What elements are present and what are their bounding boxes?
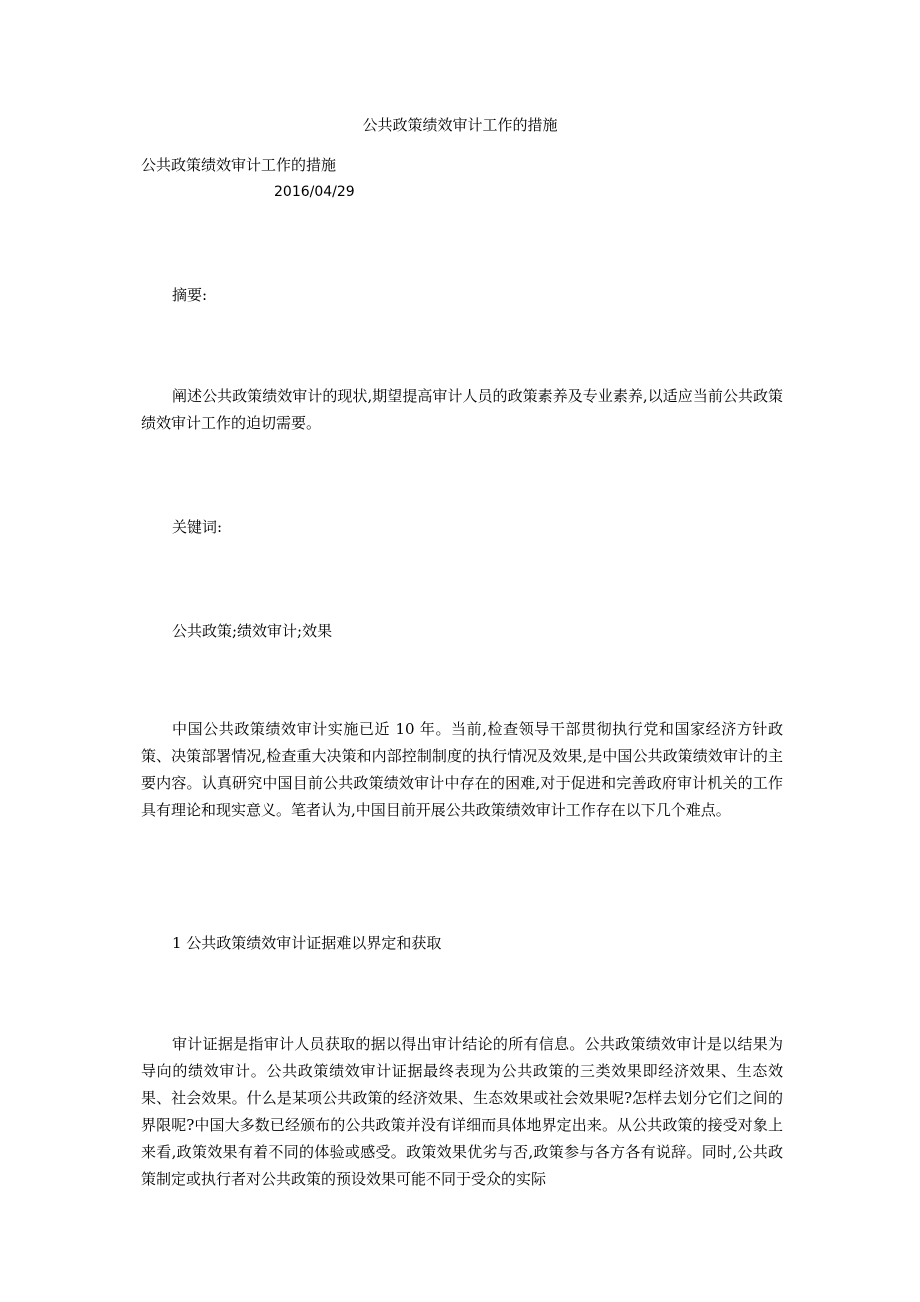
abstract-text: 阐述公共政策绩效审计的现状,期望提高审计人员的政策素养及专业素养,以适应当前公共政策绩效审计工作的迫切需要。 xyxy=(141,387,783,432)
keywords-text: 公共政策;绩效审计;效果 xyxy=(172,622,333,640)
document-title: 公共政策绩效审计工作的措施 xyxy=(362,116,558,134)
intro-paragraph: 中国公共政策绩效审计实施已近 10 年。当前,检查领导干部贯彻执行党和国家经济方针政策、决策部署情况,检查重大决策和内部控制制度的执行情况及效果,是中国公共政策绩效审计的主要内容。认真研究中国目前公共政策绩效审计中存在的困难,对于促进和完善政府审计机关的工作具有理论和现实意义。笔者认为,中国目前开展公共政策绩效审计工作存在以下几个难点。 xyxy=(141,720,783,819)
abstract-label: 摘要: xyxy=(172,286,208,304)
publish-date: 2016/04/29 xyxy=(274,184,355,200)
section-1-heading: 1 公共政策绩效审计证据难以界定和获取 xyxy=(172,934,442,952)
article-title: 公共政策绩效审计工作的措施 xyxy=(141,156,337,174)
section-1-paragraph: 审计证据是指审计人员获取的据以得出审计结论的所有信息。公共政策绩效审计是以结果为导向的绩效审计。公共政策绩效审计证据最终表现为公共政策的三类效果即经济效果、生态效果、社会效果。什么是某项公共政策的经济效果、生态效果或社会效果呢?怎样去划分它们之间的界限呢?中国大多数已经颁布的公共政策并没有详细而具体地界定出来。从公共政策的接受对象上来看,政策效果有着不同的体验或感受。政策效果优劣与否,政策参与各方各有说辞。同时,公共政策制定或执行者对公共政策的预设效果可能不同于受众的实际 xyxy=(141,1035,783,1188)
keywords-label: 关键词: xyxy=(172,518,223,536)
